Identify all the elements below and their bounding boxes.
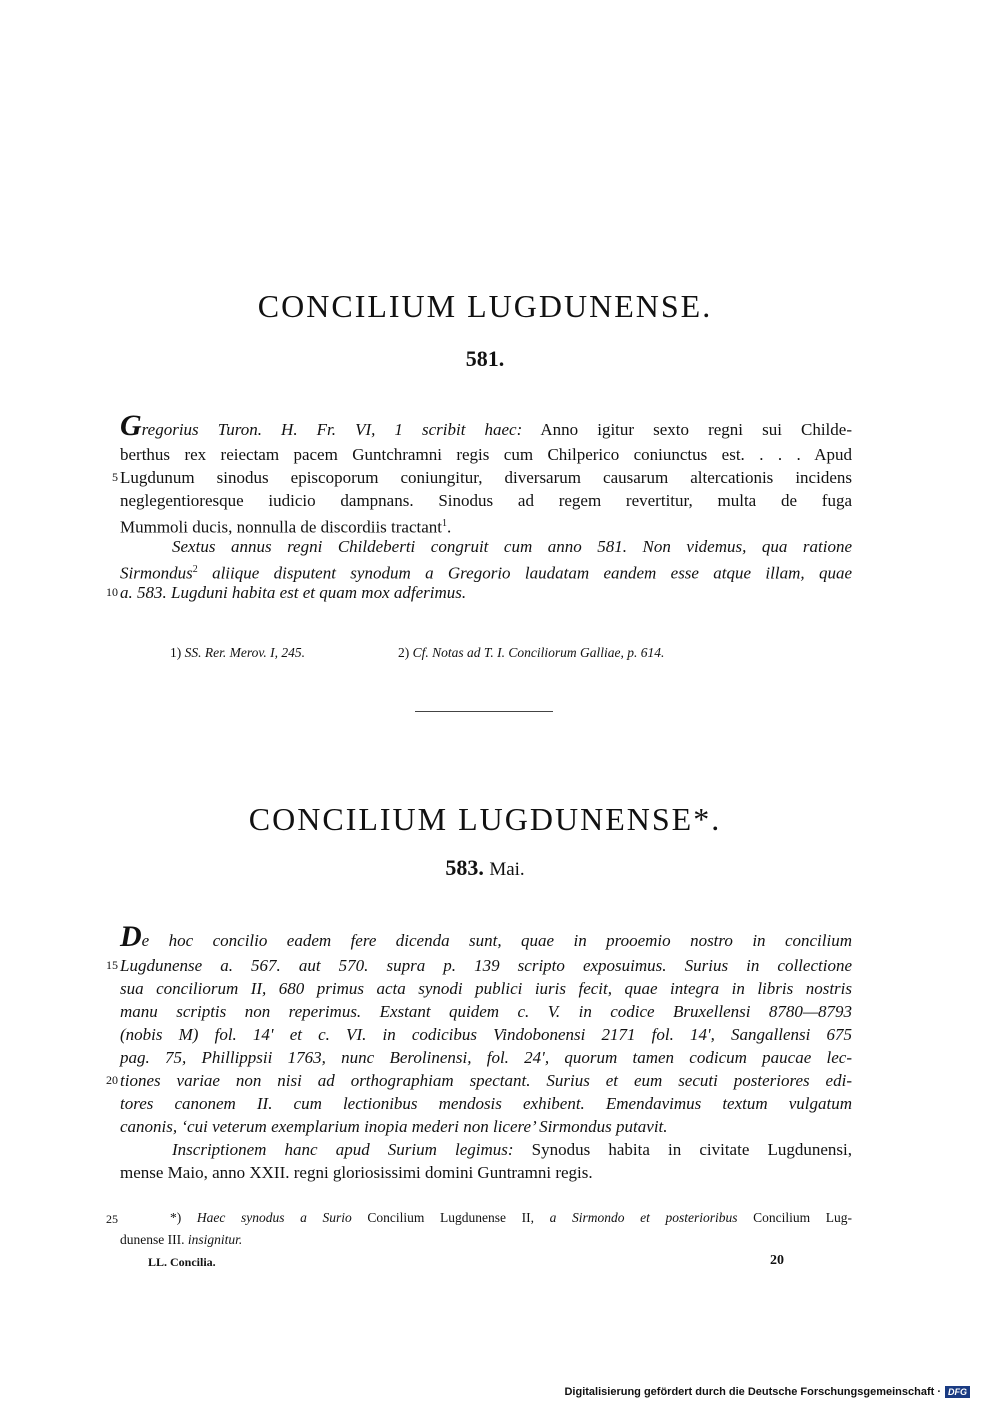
quote-text: Anno igitur sexto regni sui Childe- — [522, 420, 852, 439]
text-line: berthus rex reiectam pacem Guntchramni regis cum Chilperico coniunctus est. . . . Apud — [120, 445, 852, 464]
text-span: a Sirmondo et posterioribus — [549, 1210, 738, 1225]
text-line: tores canonem II. cum lectionibus mendosis exhibent. Emendavimus textum vulgatum — [120, 1094, 852, 1113]
footnote-text: SS. Rer. Merov. I, 245. — [184, 645, 305, 660]
signature-mark: LL. Concilia. — [148, 1255, 216, 1269]
footnote-text: Cf. Notas ad T. I. Conciliorum Galliae, p. 614. — [412, 645, 665, 660]
footnote-star — [170, 1208, 852, 1228]
text-span: Inscriptionem hanc apud Surium legimus: — [172, 1140, 514, 1159]
text-line: Sextus annus regni Childeberti congruit cum anno 581. Non videmus, qua ratione — [172, 537, 852, 556]
footnote-number: 1) — [170, 645, 182, 660]
text-line: Lugdunum sinodus episcoporum coniungitur, diversarum causarum altercationis incidens — [120, 468, 852, 487]
text-line: Lugdunense a. 567. aut 570. supra p. 139 scripto exposuimus. Surius in collectione — [120, 956, 852, 975]
text-span: e hoc concilio eadem fere dicenda sunt, quae in prooemio nostro in concilium — [141, 931, 852, 950]
text-line: (nobis M) fol. 14' et c. VI. in codicibus Vindobonensi 2171 fol. 14', Sangallensi 675 — [120, 1025, 852, 1044]
digitization-credit — [564, 1386, 970, 1398]
line-number: 10 — [106, 585, 118, 599]
year-number: 583. — [445, 855, 484, 880]
line-number: 5 — [112, 470, 118, 484]
text-line: canonis, ‘cui veterum exemplarium inopia mederi non licere’ Sirmondus putavit. — [120, 1117, 668, 1136]
section-divider — [415, 711, 553, 712]
text-line: tiones variae non nisi ad orthographiam spectant. Surius et eum secuti posteriores edi- — [120, 1071, 852, 1090]
section-year-581: 581. — [465, 346, 505, 371]
text-span: Mummoli ducis, nonnulla de discordiis tractant — [120, 517, 443, 537]
text-span: . — [447, 517, 452, 537]
section-title-581: CONCILIUM LUGDUNENSE. — [257, 288, 713, 324]
month-label: Mai. — [489, 859, 525, 880]
footnote-number: 2) — [398, 645, 410, 660]
footnote-star-continued — [120, 1230, 242, 1250]
text-span: dunense III. — [120, 1232, 188, 1247]
text-line: a. 583. Lugduni habita est et quam mox adferimus. — [120, 583, 467, 602]
text-line — [120, 920, 852, 953]
text-line — [120, 409, 852, 442]
page-number: 20 — [770, 1253, 784, 1268]
line-number: 15 — [106, 958, 118, 972]
dfg-logo: DFG — [945, 1386, 970, 1398]
text-span: Haec synodus a Surio — [196, 1210, 352, 1225]
footnote-ref: 2 — [192, 564, 198, 575]
footnote-2 — [398, 643, 664, 663]
text-line: mense Maio, anno XXII. regni gloriosissimi domini Guntramni regis. — [120, 1163, 593, 1182]
section-title-583: CONCILIUM LUGDUNENSE*. — [248, 801, 722, 837]
initial-letter: D — [120, 920, 142, 953]
line-number: 20 — [106, 1073, 118, 1087]
text-span: Synodus habita in civitate Lugdunensi, — [513, 1140, 852, 1159]
citation-text: regorius Turon. H. Fr. VI, 1 scribit haec: — [141, 420, 523, 439]
text-line — [120, 1138, 852, 1161]
text-line: neglegentioresque iudicio dampnans. Sinodus ad regem revertitur, multa de fuga — [120, 491, 852, 510]
text-line: pag. 75, Phillippsii 1763, nunc Berolinensi, fol. 24', quorum tamen codicum paucae lec- — [120, 1048, 852, 1067]
text-span: insignitur. — [187, 1232, 243, 1247]
section-year-583 — [0, 855, 970, 881]
footnote-ref: 1 — [442, 518, 448, 529]
text-span: Concilium Lugdunense II, — [351, 1210, 550, 1225]
text-span: Sirmondus — [120, 563, 193, 583]
footnote-1 — [170, 643, 305, 663]
line-number: 25 — [106, 1212, 118, 1226]
initial-letter: G — [120, 409, 142, 442]
footnote-mark: *) — [170, 1210, 182, 1225]
text-line: sua conciliorum II, 680 primus acta synodi publici iuris fecit, quae integra in libris nostris — [120, 979, 852, 998]
text-span: aliique disputent synodum a Gregorio laudatam eandem esse atque illam, quae — [197, 563, 852, 583]
text-span: Concilium Lug- — [737, 1210, 852, 1225]
text-line: manu scriptis non reperimus. Exstant quidem c. V. in codice Bruxellensi 8780—8793 — [120, 1002, 852, 1021]
credit-text: Digitalisierung gefördert durch die Deutsche Forschungsgemeinschaft · — [564, 1386, 941, 1398]
